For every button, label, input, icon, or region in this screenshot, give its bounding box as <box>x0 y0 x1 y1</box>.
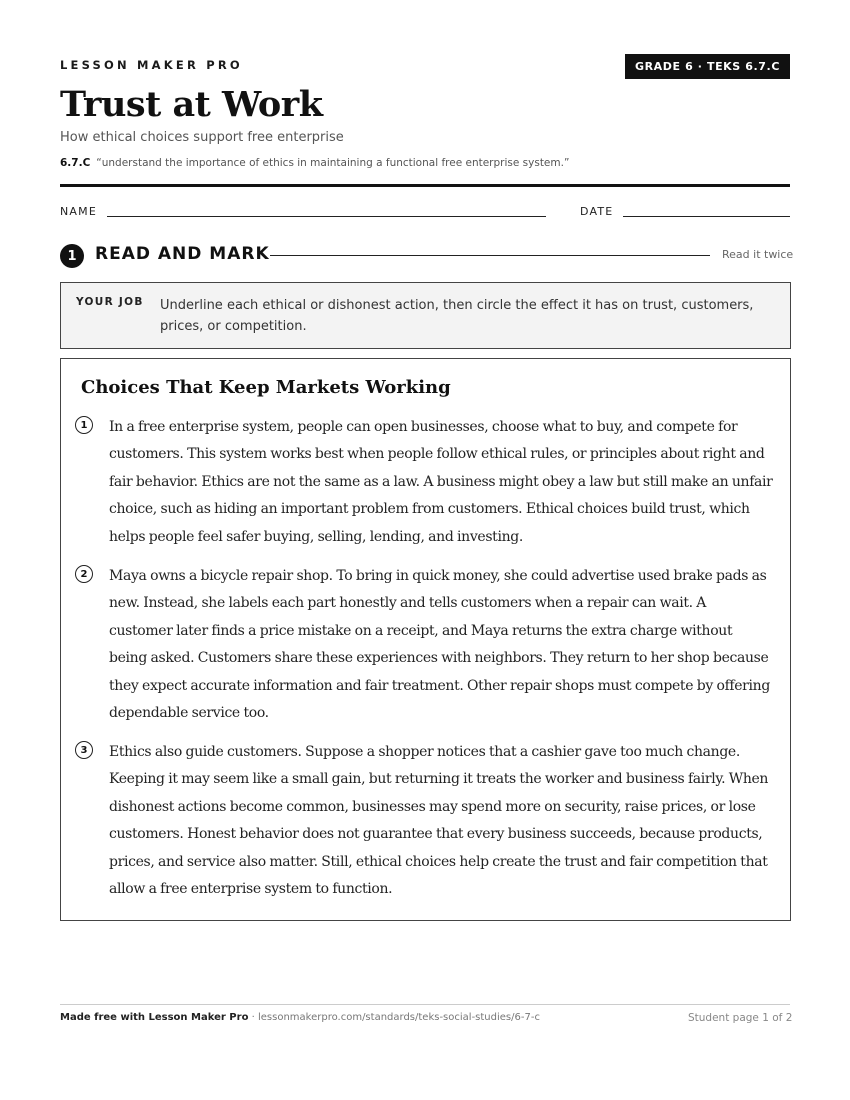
paragraph-number: 2 <box>75 565 93 583</box>
footer-divider <box>60 1004 790 1005</box>
grade-badge: GRADE 6 · TEKS 6.7.C <box>625 54 790 79</box>
job-box <box>60 282 791 349</box>
paragraph-text: In a free enterprise system, people can open businesses, choose what to buy, and compete for customers. This system works best when people follow ethical rules, or principles about right and fair behavior. Ethics are not the same as a law. A business might obey a law but still make an unfair choice, such as hiding an important problem from customers. Ethical choices build trust, which helps people feel safer buying, selling, lending, and investing. <box>109 419 773 545</box>
footer-credit <box>60 1012 540 1023</box>
page-subtitle: How ethical choices support free enterprise <box>60 130 344 145</box>
footer-credit-label: Made free with Lesson Maker Pro <box>60 1012 249 1023</box>
section-divider <box>270 255 710 256</box>
date-label: DATE <box>580 205 614 218</box>
footer-url: · lessonmakerpro.com/standards/teks-social-studies/6-7-c <box>248 1012 540 1023</box>
job-label: YOUR JOB <box>76 296 144 308</box>
paragraph-number: 3 <box>75 741 93 759</box>
name-label: NAME <box>60 205 97 218</box>
job-instructions: Underline each ethical or dishonest action, then circle the effect it has on trust, customers, prices, or competition. <box>160 298 754 334</box>
standard-text: “understand the importance of ethics in maintaining a functional free enterprise system.” <box>96 157 570 169</box>
name-field[interactable] <box>107 216 546 217</box>
brand-name: LESSON MAKER PRO <box>60 58 243 72</box>
page-title: Trust at Work <box>60 84 323 125</box>
date-field[interactable] <box>623 216 790 217</box>
page-indicator: Student page 1 of 2 <box>688 1012 793 1024</box>
standard-line <box>60 157 569 169</box>
header-divider <box>60 184 790 187</box>
standard-code: 6.7.C <box>60 157 91 169</box>
section-title: READ AND MARK <box>95 244 270 264</box>
paragraph-text: Ethics also guide customers. Suppose a shopper notices that a cashier gave too much change. Keeping it may seem like a small gain, but returning it treats the worker and business fairly. When dishonest actions become common, businesses may spend more on security, raise prices, or lose customers. Honest behavior does not guarantee that every business succeeds, because products, prices, and service also matter. Still, ethical choices help create the trust and fair competition that allow a free enterprise system to function. <box>109 744 769 898</box>
paragraph-text: Maya owns a bicycle repair shop. To bring in quick money, she could advertise used brake pads as new. Instead, she labels each part honestly and tells customers when a repair can wait. A customer later finds a price mistake on a receipt, and Maya returns the extra charge without being asked. Customers share these experiences with neighbors. They return to her shop because they expect accurate information and fair treatment. Other repair shops must compete by offering dependable service too. <box>109 568 770 722</box>
reading-passage <box>60 358 791 921</box>
reading-title: Choices That Keep Markets Working <box>81 377 451 398</box>
section-number-badge: 1 <box>60 244 84 268</box>
section-note: Read it twice <box>722 248 794 261</box>
paragraph-number: 1 <box>75 416 93 434</box>
